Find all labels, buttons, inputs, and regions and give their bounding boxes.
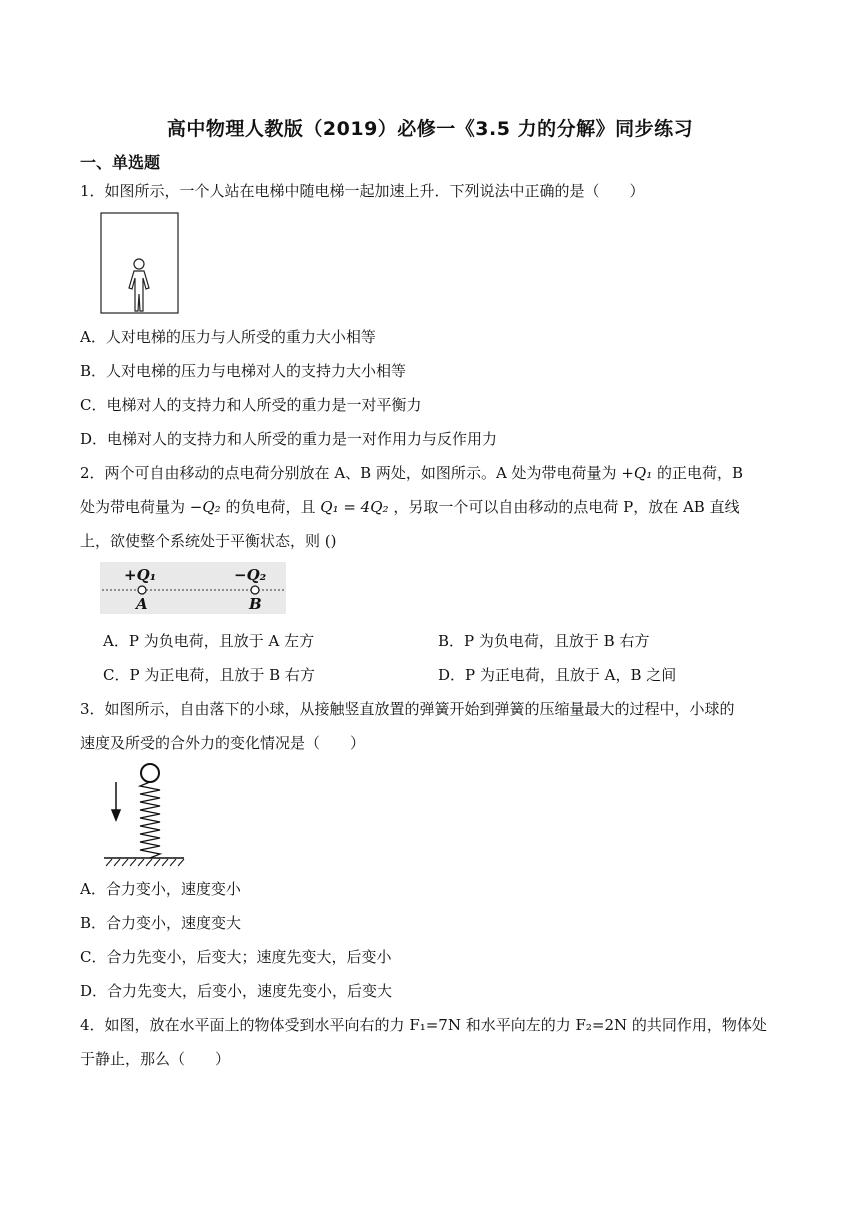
q2-math-q2: −𝑄₂	[189, 498, 221, 516]
q3-option-c: C．合力先变小，后变大；速度先变大，后变小	[80, 948, 392, 966]
q2-line-3: 上，欲使整个系统处于平衡状态，则 ()	[80, 532, 337, 550]
q2-option-d: D．P 为正电荷，且放于 A，B 之间	[438, 666, 677, 684]
document-title: 高中物理人教版（2019）必修一《3.5 力的分解》同步练习	[166, 118, 694, 140]
point-a-label: A	[136, 595, 148, 613]
q4-line-1: 4．如图，放在水平面上的物体受到水平向右的力 F₁=7N 和水平向左的力 F₂=2N 的共同作用，物体处	[80, 1016, 767, 1034]
charge-a-point	[138, 586, 146, 594]
q2-text: 的正电荷，B	[657, 464, 744, 482]
charge-b-point	[251, 586, 259, 594]
q2-math-q1: +𝑄₁	[621, 464, 653, 482]
q2-line-2	[80, 496, 740, 517]
q2-option-c: C．P 为正电荷，且放于 B 右方	[103, 666, 315, 684]
q1-option-a: A．人对电梯的压力与人所受的重力大小相等	[80, 328, 376, 346]
q2-line-1	[80, 462, 743, 483]
q2-option-b: B．P 为负电荷，且放于 B 右方	[438, 632, 650, 650]
q3-option-b: B．合力变小，速度变大	[80, 914, 242, 932]
section-heading: 一、单选题	[80, 153, 161, 172]
q1-option-b: B．人对电梯的压力与电梯对人的支持力大小相等	[80, 362, 407, 380]
ball-icon	[141, 764, 159, 782]
point-b-label: B	[249, 595, 262, 613]
charges-figure	[100, 562, 286, 614]
q2-option-a: A．P 为负电荷，且放于 A 左方	[103, 632, 315, 650]
q1-option-c: C．电梯对人的支持力和人所受的重力是一对平衡力	[80, 396, 422, 414]
q2-text: ，另取一个可以自由移动的点电荷 P，放在 AB 直线	[393, 498, 740, 516]
elevator-figure	[100, 212, 180, 314]
q1-stem: 1．如图所示，一个人站在电梯中随电梯一起加速上升．下列说法中正确的是（ ）	[80, 182, 645, 200]
q3-option-d: D．合力先变大，后变小，速度先变小，后变大	[80, 982, 393, 1000]
charge-q2-label: −Q₂	[234, 566, 267, 584]
q4-line-2: 于静止，那么（ ）	[80, 1050, 231, 1068]
spring-figure	[100, 762, 186, 868]
q2-text: 处为带电荷量为	[80, 498, 186, 516]
charge-q1-label: +Q₁	[124, 566, 157, 584]
q3-line-2: 速度及所受的合外力的变化情况是（ ）	[80, 734, 366, 752]
ground-hatch	[106, 859, 184, 866]
q2-text: 2．两个可自由移动的点电荷分别放在 A、B 两处，如图所示。A 处为带电荷量为	[80, 464, 617, 482]
q3-option-a: A．合力变小，速度变小	[80, 880, 241, 898]
q3-line-1: 3．如图所示，自由落下的小球，从接触竖直放置的弹簧开始到弹簧的压缩量最大的过程中，小球的	[80, 700, 735, 718]
q1-option-d: D．电梯对人的支持力和人所受的重力是一对作用力与反作用力	[80, 430, 498, 448]
q2-math-relation: 𝑄₁ = 4𝑄₂	[320, 498, 389, 516]
spring-icon	[140, 782, 160, 858]
q2-text: 的负电荷，且	[225, 498, 316, 516]
down-arrow-icon	[112, 782, 120, 820]
